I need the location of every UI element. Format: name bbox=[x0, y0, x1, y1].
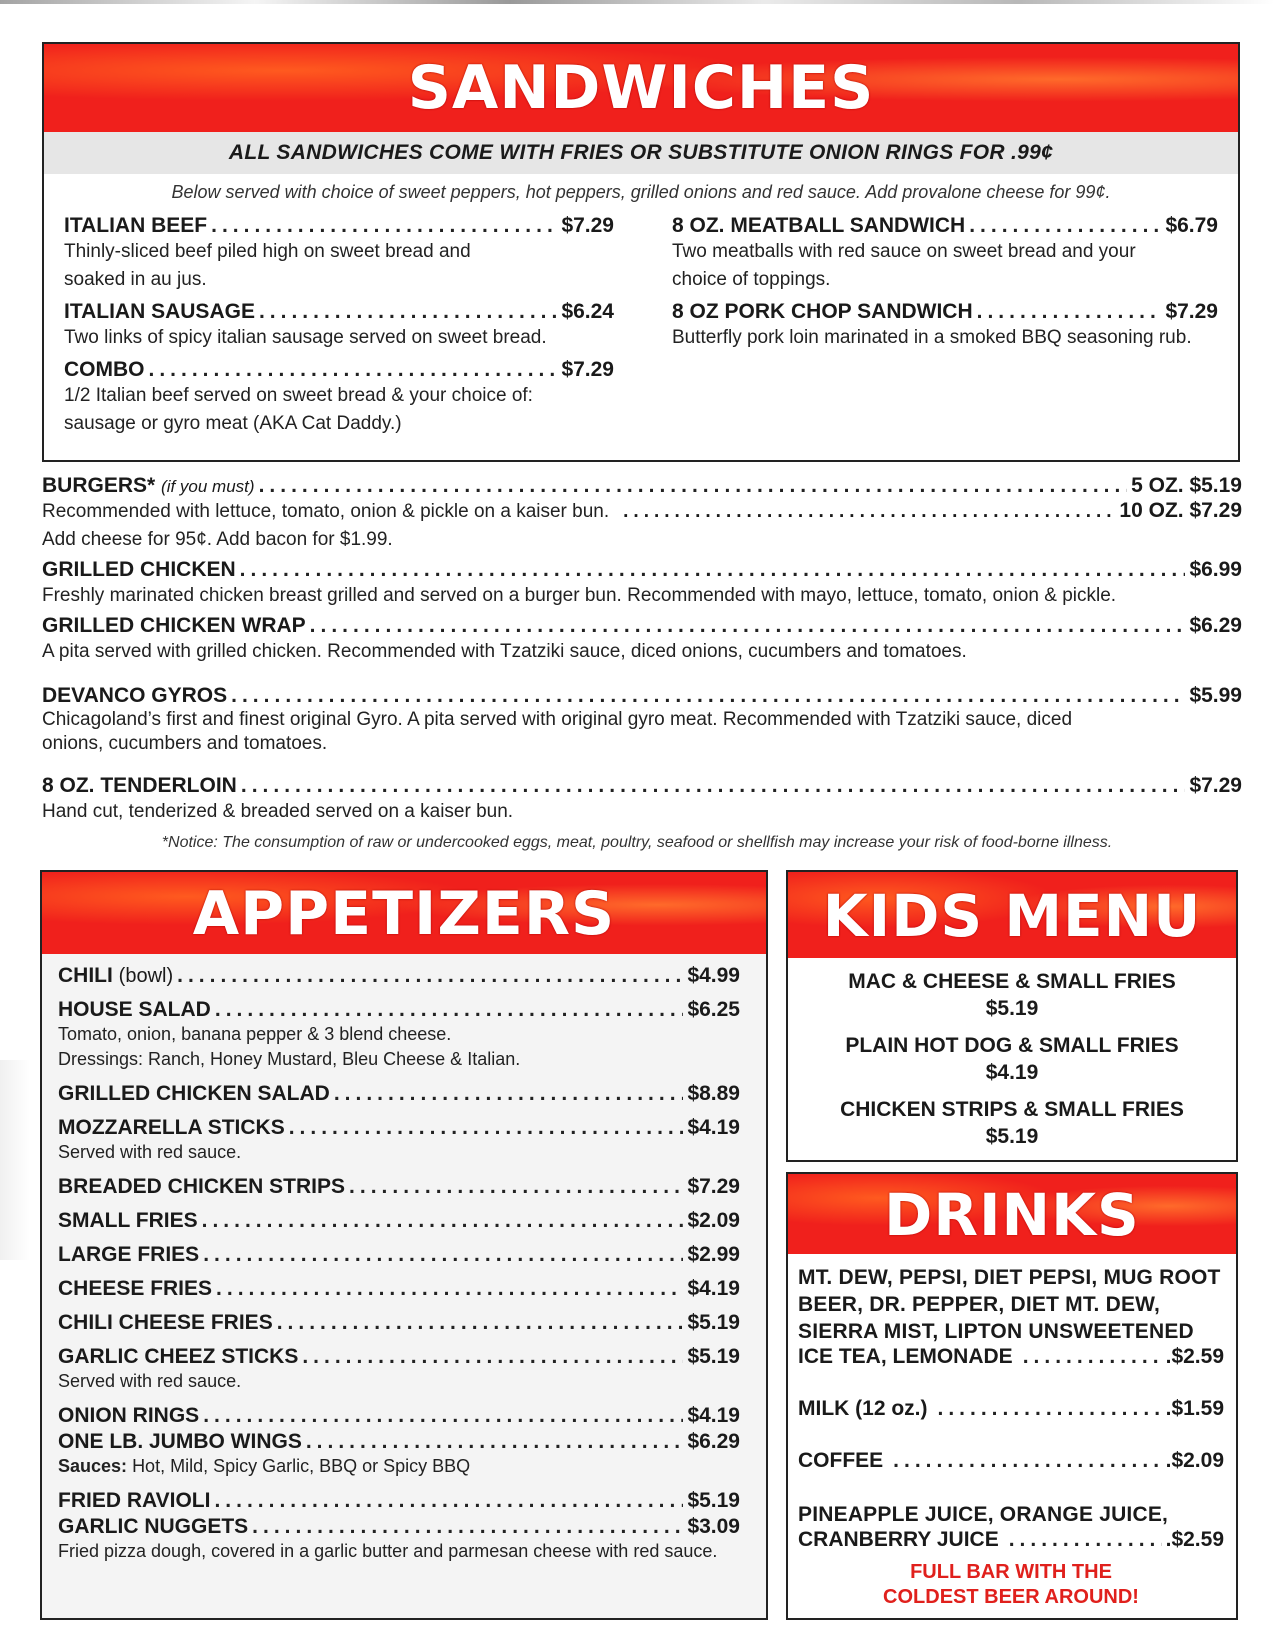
price: $8.89 bbox=[687, 1082, 740, 1105]
kids-item-mac-cheese: MAC & CHEESE & SMALL FRIES $5.19 bbox=[788, 968, 1236, 1022]
leader-dots bbox=[349, 1175, 683, 1199]
menu-item-fried-ravioli: FRIED RAVIOLI ..... $5.19 bbox=[58, 1489, 740, 1513]
leader-dots bbox=[149, 358, 558, 382]
price: $7.29 bbox=[1189, 774, 1242, 797]
leader-dots bbox=[240, 558, 1186, 582]
item-description: Two meatballs with red sauce on sweet bread and your choice of toppings. bbox=[672, 241, 1136, 290]
price: $4.19 bbox=[687, 1116, 740, 1139]
menu-item-chili: CHILI (bowl) ..... $4.99 bbox=[58, 964, 740, 988]
price: $5.19 bbox=[985, 1125, 1039, 1148]
juice-list-line: PINEAPPLE JUICE, ORANGE JUICE, bbox=[798, 1503, 1169, 1526]
paper-fold-shadow bbox=[0, 1060, 30, 1260]
price: $6.99 bbox=[1189, 558, 1242, 581]
drink-item-juices: CRANBERRY JUICE ..... .$2.59 bbox=[798, 1528, 1224, 1552]
sandwiches-note: Below served with choice of sweet peppers, hot peppers, grilled onions and red sauce. Add provalone cheese for 99¢. bbox=[171, 182, 1111, 202]
item-description: Butterfly pork loin marinated in a smoked BBQ seasoning rub. bbox=[672, 327, 1192, 348]
leader-dots bbox=[306, 1430, 684, 1454]
leader-dots bbox=[177, 964, 683, 988]
leader-dots bbox=[259, 300, 557, 324]
price: $2.99 bbox=[687, 1243, 740, 1266]
sandwiches-section bbox=[42, 42, 1240, 462]
leader-dots bbox=[1009, 1528, 1162, 1552]
item-description: Tomato, onion, banana pepper & 3 blend cheese. Dressings: Ranch, Honey Mustard, Bleu Cheese & Italian. bbox=[58, 1024, 521, 1069]
price: $6.79 bbox=[1165, 214, 1218, 237]
price: $4.19 bbox=[985, 1061, 1039, 1084]
appetizers-title: APPETIZERS bbox=[42, 872, 766, 954]
leader-dots bbox=[277, 1311, 684, 1335]
food-safety-notice: *Notice: The consumption of raw or undercooked eggs, meat, poultry, seafood or shellfish may increase your risk of food-borne illness. bbox=[161, 834, 1113, 851]
soda-list-line: SIERRA MIST, LIPTON UNSWEETENED bbox=[798, 1320, 1194, 1343]
price: .$2.09 bbox=[1165, 1449, 1224, 1472]
leader-dots bbox=[252, 1515, 683, 1539]
menu-item-garlic-cheez-sticks: GARLIC CHEEZ STICKS ..... $5.19 bbox=[58, 1345, 740, 1369]
menu-item-mozzarella-sticks: MOZZARELLA STICKS ..... $4.19 bbox=[58, 1116, 740, 1140]
drinks-title: DRINKS bbox=[788, 1174, 1236, 1254]
price: $7.29 bbox=[561, 214, 614, 237]
menu-item-grilled-chicken: GRILLED CHICKEN ..... $6.99 bbox=[42, 558, 1242, 582]
menu-item-italian-beef: ITALIAN BEEF ..... $7.29 bbox=[64, 214, 614, 238]
price: $7.29 bbox=[687, 1175, 740, 1198]
soda-list-line: BEER, DR. PEPPER, DIET MT. DEW, bbox=[798, 1293, 1161, 1316]
leader-dots bbox=[231, 684, 1185, 708]
leader-dots bbox=[302, 1345, 683, 1369]
leader-dots bbox=[310, 614, 1186, 638]
leader-dots bbox=[214, 1489, 683, 1513]
menu-item-meatball-sandwich: 8 OZ. MEATBALL SANDWICH ..... $6.79 bbox=[672, 214, 1218, 238]
price: $7.29 bbox=[1165, 300, 1218, 323]
leader-dots bbox=[938, 1397, 1162, 1421]
price: $5.19 bbox=[687, 1311, 740, 1334]
price: $5.99 bbox=[1189, 684, 1242, 707]
price: $6.29 bbox=[1189, 614, 1242, 637]
menu-item-pork-chop-sandwich: 8 OZ PORK CHOP SANDWICH ..... $7.29 bbox=[672, 300, 1218, 324]
price: $4.99 bbox=[687, 964, 740, 987]
menu-item-onion-rings: ONION RINGS ..... $4.19 bbox=[58, 1404, 740, 1428]
drinks-section bbox=[786, 1172, 1238, 1620]
leader-dots bbox=[203, 1404, 683, 1428]
menu-item-small-fries: SMALL FRIES ..... $2.09 bbox=[58, 1209, 740, 1233]
wing-sauces: Sauces: Hot, Mild, Spicy Garlic, BBQ or Spicy BBQ bbox=[58, 1456, 471, 1476]
appetizers-section bbox=[40, 870, 768, 1620]
item-description: Freshly marinated chicken breast grilled and served on a burger bun. Recommended with mayo, lettuce, tomato, onion & pickle. bbox=[42, 585, 1117, 606]
price: .$1.59 bbox=[1165, 1397, 1224, 1420]
menu-item-house-salad: HOUSE SALAD ..... $6.25 bbox=[58, 998, 740, 1022]
burgers-addons: Add cheese for 95¢. Add bacon for $1.99. bbox=[42, 529, 393, 550]
item-description: Hand cut, tenderized & breaded served on a kaiser bun. bbox=[42, 801, 514, 822]
menu-item-italian-sausage: ITALIAN SAUSAGE ..... $6.24 bbox=[64, 300, 614, 324]
leader-dots bbox=[202, 1209, 684, 1233]
price: $7.29 bbox=[561, 358, 614, 381]
price: $2.09 bbox=[687, 1209, 740, 1232]
sandwiches-title: SANDWICHES bbox=[44, 44, 1238, 132]
menu-item-breaded-chicken-strips: BREADED CHICKEN STRIPS ..... $7.29 bbox=[58, 1175, 740, 1199]
drink-item-sodas: ICE TEA, LEMONADE ..... .$2.59 bbox=[798, 1345, 1224, 1369]
item-description: Chicagoland’s first and finest original Gyro. A pita served with original gyro meat. Recommended with Tzatziki sauce, diced onions, cucumbers and tomatoes. bbox=[42, 709, 1073, 754]
price: $4.19 bbox=[687, 1404, 740, 1427]
item-description: Two links of spicy italian sausage served on sweet bread. bbox=[64, 327, 547, 348]
page-top-edge bbox=[0, 0, 1274, 4]
price: $5.19 bbox=[985, 997, 1039, 1020]
price: $3.09 bbox=[687, 1515, 740, 1538]
leader-dots bbox=[893, 1449, 1161, 1473]
item-description: A pita served with grilled chicken. Recommended with Tzatziki sauce, diced onions, cucumbers and tomatoes. bbox=[42, 641, 967, 662]
leader-dots bbox=[969, 214, 1161, 238]
drink-item-coffee: COFFEE ..... .$2.09 bbox=[798, 1449, 1224, 1473]
menu-item-burgers: BURGERS* (if you must) ..... 5 OZ. $5.19 bbox=[42, 474, 1242, 498]
leader-dots bbox=[623, 501, 1115, 523]
leader-dots bbox=[259, 474, 1128, 498]
price: .$2.59 bbox=[1165, 1345, 1224, 1368]
kids-menu-title: KIDS MENU bbox=[788, 872, 1236, 958]
menu-item-chili-cheese-fries: CHILI CHEESE FRIES ..... $5.19 bbox=[58, 1311, 740, 1335]
price: 5 OZ. $5.19 bbox=[1131, 474, 1242, 497]
kids-item-chicken-strips: CHICKEN STRIPS & SMALL FRIES $5.19 bbox=[788, 1096, 1236, 1150]
leader-dots bbox=[203, 1243, 683, 1267]
price: .$2.59 bbox=[1165, 1528, 1224, 1551]
price: $4.19 bbox=[687, 1277, 740, 1300]
menu-item-garlic-nuggets: GARLIC NUGGETS ..... $3.09 bbox=[58, 1515, 740, 1539]
leader-dots bbox=[1023, 1345, 1162, 1369]
price: $5.19 bbox=[687, 1345, 740, 1368]
menu-item-grilled-chicken-salad: GRILLED CHICKEN SALAD ..... $8.89 bbox=[58, 1082, 740, 1106]
kids-item-hot-dog: PLAIN HOT DOG & SMALL FRIES $4.19 bbox=[788, 1032, 1236, 1086]
leader-dots bbox=[211, 214, 557, 238]
sandwiches-left-column bbox=[64, 214, 614, 438]
menu-item-jumbo-wings: ONE LB. JUMBO WINGS ..... $6.29 bbox=[58, 1430, 740, 1454]
item-description: Served with red sauce. bbox=[58, 1371, 242, 1391]
item-description: Thinly-sliced beef piled high on sweet bread and soaked in au jus. bbox=[64, 241, 471, 290]
leader-dots bbox=[977, 300, 1162, 324]
item-description: Fried pizza dough, covered in a garlic butter and parmesan cheese with red sauce. bbox=[58, 1541, 718, 1561]
leader-dots bbox=[216, 1277, 683, 1301]
menu-item-large-fries: LARGE FRIES ..... $2.99 bbox=[58, 1243, 740, 1267]
item-description: 1/2 Italian beef served on sweet bread & your choice of: sausage or gyro meat (AKA Cat Daddy.) bbox=[64, 385, 533, 434]
sandwiches-subtitle: ALL SANDWICHES COME WITH FRIES OR SUBSTITUTE ONION RINGS FOR .99¢ bbox=[44, 132, 1238, 174]
leader-dots bbox=[215, 998, 684, 1022]
menu-item-grilled-chicken-wrap: GRILLED CHICKEN WRAP ..... $6.29 bbox=[42, 614, 1242, 638]
sandwiches-right-column bbox=[672, 214, 1218, 438]
leader-dots bbox=[289, 1116, 684, 1140]
menu-item-tenderloin: 8 OZ. TENDERLOIN ..... $7.29 bbox=[42, 774, 1242, 798]
item-description: Served with red sauce. bbox=[58, 1142, 242, 1162]
drink-item-milk: MILK (12 oz.) ..... .$1.59 bbox=[798, 1397, 1224, 1421]
full-bar-callout: FULL BAR WITH THE COLDEST BEER AROUND! bbox=[883, 1561, 1139, 1608]
leader-dots bbox=[334, 1082, 684, 1106]
menu-item-combo: COMBO ..... $7.29 bbox=[64, 358, 614, 382]
soda-list-line: MT. DEW, PEPSI, DIET PEPSI, MUG ROOT bbox=[798, 1266, 1221, 1289]
menu-item-cheese-fries: CHEESE FRIES ..... $4.19 bbox=[58, 1277, 740, 1301]
burgers-description-row: Recommended with lettuce, tomato, onion & pickle on a kaiser bun. ..... 10 OZ. $7.29 bbox=[42, 498, 1242, 526]
price: $6.29 bbox=[687, 1430, 740, 1453]
price: $6.25 bbox=[687, 998, 740, 1021]
kids-menu-section bbox=[786, 870, 1238, 1162]
main-items-section bbox=[42, 470, 1242, 826]
leader-dots bbox=[241, 774, 1186, 798]
price: $6.24 bbox=[561, 300, 614, 323]
menu-item-devanco-gyros: DEVANCO GYROS ..... $5.99 bbox=[42, 684, 1242, 708]
price: $5.19 bbox=[687, 1489, 740, 1512]
price: 10 OZ. $7.29 bbox=[1119, 499, 1242, 522]
